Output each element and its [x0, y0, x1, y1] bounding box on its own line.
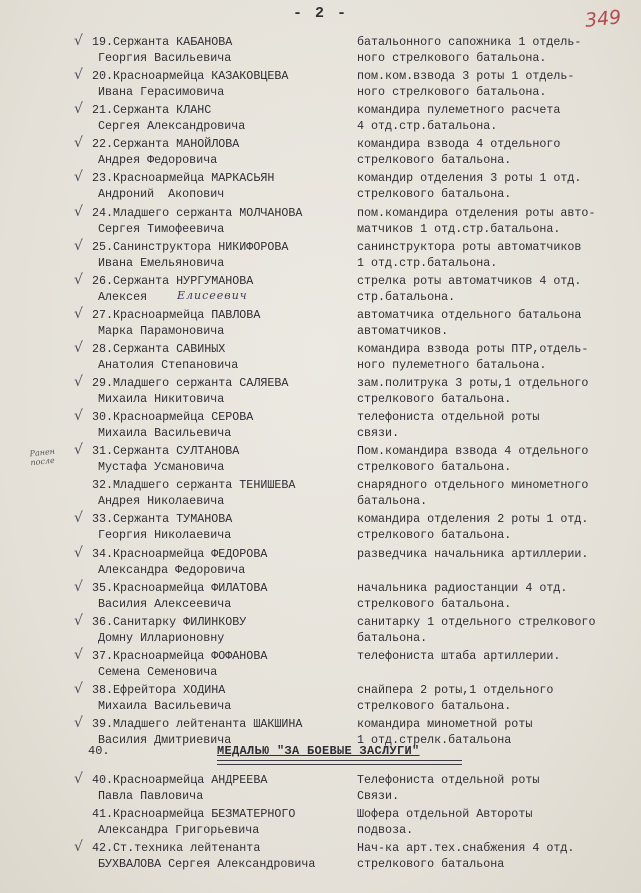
check-mark: √ [74, 578, 83, 595]
position-description [357, 546, 641, 578]
list-item [0, 136, 641, 168]
given-names: Александра Федоровича [98, 562, 246, 577]
position-line-2: ного стрелкового батальона. [357, 85, 547, 100]
section-header [0, 744, 641, 768]
position-line-1: пом.командира отделения роты авто- [357, 205, 596, 220]
rank-surname: Сержанта МАНОЙЛОВА [113, 137, 240, 152]
position-line-2: стрелкового батальона. [357, 187, 512, 202]
check-mark: √ [74, 646, 83, 663]
entry-number: 41. [92, 807, 114, 821]
recipient-name [92, 239, 288, 271]
position-description [357, 136, 641, 168]
given-names: Андрея Федоровича [98, 153, 218, 168]
position-line-1: санинструктора роты автоматчиков [357, 239, 582, 254]
list-item [0, 682, 641, 714]
list-item [0, 273, 641, 305]
position-line-2: стрелкового батальона. [357, 153, 512, 168]
position-description [357, 68, 641, 100]
position-line-1: зам.политрука 3 роты,1 отдельного [357, 376, 589, 390]
rank-surname: Красноармейца ФЕДОРОВА [113, 546, 268, 561]
list-item [0, 614, 641, 646]
check-mark: √ [74, 612, 83, 629]
check-mark: √ [74, 271, 83, 288]
section-double-rule [217, 760, 462, 765]
rank-surname: Ст.техника лейтенанта [113, 841, 261, 855]
position-description [357, 580, 641, 612]
recipient-name [92, 772, 267, 804]
given-names: Андроний Акопович [98, 187, 225, 202]
recipient-name [92, 68, 288, 100]
position-line-1: Нач-ка арт.тех.снабжения 4 отд. [357, 841, 575, 855]
given-names: Георгия Васильевича [98, 51, 232, 65]
list-item [0, 443, 641, 475]
section-title: МЕДАЛЬЮ "ЗА БОЕВЫЕ ЗАСЛУГИ" [217, 744, 420, 758]
recipient-name [92, 205, 302, 237]
position-line-2 [357, 664, 641, 680]
rank-surname: Младшего сержанта МОЛЧАНОВА [113, 205, 303, 220]
position-description [357, 375, 641, 407]
position-line-1: телефониста штаба артиллерии. [357, 648, 561, 663]
recipient-name [92, 614, 246, 646]
position-line-1: командира взвода роты ПТР,отдель- [357, 341, 589, 356]
rank-surname: Санинструктора НИКИФОРОВА [113, 239, 289, 254]
recipient-name [92, 341, 238, 373]
rank-surname: Санитарку ФИЛИНКОВУ [113, 614, 247, 629]
given-names: Ивана Емельяновича [98, 255, 225, 270]
check-mark: √ [74, 169, 83, 186]
position-line-2: 1 отд.стр.батальона. [357, 255, 498, 270]
given-names: Александра Григорьевича [98, 823, 260, 837]
list-item [0, 34, 641, 66]
entry-number: 31. [92, 444, 114, 459]
position-line-2: подвоза. [357, 823, 414, 837]
given-names: БУХВАЛОВА Сергея Александровича [98, 857, 316, 871]
entry-number: 19. [92, 35, 114, 49]
position-line-1: автоматчика отдельного батальона [357, 307, 582, 322]
entry-number: 32. [92, 478, 114, 493]
entry-number: 34. [92, 546, 114, 561]
position-line-2: связи. [357, 426, 400, 441]
rank-surname: Сержанта САВИНЫХ [113, 341, 226, 356]
position-line-2: ного пулеметного батальона. [357, 357, 547, 372]
position-line-2: стр.батальона. [357, 289, 456, 304]
recipient-name [92, 546, 267, 578]
position-description [357, 648, 641, 680]
list-item [0, 102, 641, 134]
position-line-2: стрелкового батальона. [357, 698, 512, 713]
entry-number: 38. [92, 682, 114, 697]
position-line-1: командира взвода 4 отдельного [357, 137, 561, 152]
position-line-1: телефониста отдельной роты [357, 410, 540, 425]
recipient-name [92, 682, 231, 714]
position-description [357, 443, 641, 475]
position-description [357, 102, 641, 134]
position-line-1: санитарку 1 отдельного стрелкового [357, 614, 596, 629]
check-mark: √ [74, 839, 83, 855]
recipient-name [92, 375, 288, 407]
position-description [357, 205, 641, 237]
list-item [0, 205, 641, 237]
check-mark: √ [74, 771, 83, 787]
position-line-1: разведчика начальника артиллерии. [357, 546, 589, 561]
position-description [357, 511, 641, 543]
archive-stamp-number: 349 [583, 6, 623, 32]
check-mark: √ [74, 237, 83, 254]
position-line-2: матчиков 1 отд.стр.батальона. [357, 221, 561, 236]
entry-number: 24. [92, 205, 114, 220]
entry-number: 35. [92, 580, 114, 595]
entry-number: 23. [92, 171, 114, 186]
position-description [357, 409, 641, 441]
given-names: Ивана Герасимовича [98, 85, 225, 100]
check-mark: √ [74, 680, 83, 697]
entry-number: 27. [92, 307, 114, 322]
position-line-2: 4 отд.стр.батальона. [357, 119, 498, 134]
rank-surname: Красноармейца СЕРОВА [113, 410, 254, 425]
position-line-1: Пом.командира взвода 4 отдельного [357, 444, 589, 459]
rank-surname: Младшего сержанта ТЕНИШЕВА [113, 478, 296, 493]
recipient-name [92, 409, 253, 441]
check-mark: √ [74, 135, 83, 152]
list-item [0, 409, 641, 441]
recipient-name [92, 443, 239, 475]
page-number: - 2 - [292, 5, 348, 22]
given-names: Василия Дмитриевича [98, 733, 232, 747]
position-line-1: снайпера 2 роты,1 отдельного [357, 682, 554, 697]
given-names: Марка Парамоновича [98, 323, 225, 338]
handwritten-patronymic: Елисеевич [177, 288, 248, 302]
position-description [357, 477, 641, 509]
list-item [0, 477, 641, 509]
position-description [357, 806, 641, 838]
position-line-2: стрелкового батальона. [357, 392, 512, 406]
entry-number: 37. [92, 648, 114, 663]
entry-number: 28. [92, 341, 114, 356]
check-mark: √ [74, 203, 83, 220]
position-description [357, 614, 641, 646]
recipient-name [92, 511, 232, 543]
list-item [0, 239, 641, 271]
entry-number: 36. [92, 614, 114, 629]
check-mark: √ [74, 67, 83, 84]
given-names: Михаила Васильевича [98, 426, 232, 441]
list-item [0, 307, 641, 339]
rank-surname: Младшего лейтенанта ШАКШИНА [113, 717, 303, 731]
recipient-name [92, 477, 295, 509]
entry-number: 40. [92, 773, 114, 787]
rank-surname: Красноармейца КАЗАКОВЦЕВА [113, 69, 289, 84]
rank-surname: Ефрейтора ХОДИНА [113, 682, 226, 697]
position-line-1: командира отделения 2 роты 1 отд. [357, 512, 589, 527]
recipient-name [92, 806, 295, 838]
check-mark: √ [74, 442, 83, 459]
position-line-1: стрелка роты автоматчиков 4 отд. [357, 273, 582, 288]
position-description [357, 239, 641, 271]
rank-surname: Сержанта НУРГУМАНОВА [113, 273, 254, 288]
position-line-2: Связи. [357, 789, 400, 803]
rank-surname: Младшего сержанта САЛЯЕВА [113, 376, 289, 390]
given-names: Сергея Тимофеевича [98, 221, 225, 236]
check-mark: √ [74, 339, 83, 356]
position-description [357, 840, 641, 872]
rank-surname: Красноармейца МАРКАСЬЯН [113, 171, 275, 186]
position-line-1: командира минометной роты [357, 717, 533, 731]
entry-number: 20. [92, 69, 114, 84]
given-names: Семена Семеновича [98, 664, 218, 679]
position-description [357, 170, 641, 202]
entry-number: 39. [92, 717, 114, 731]
given-names: Мустафа Усмановича [98, 460, 225, 475]
given-names: Павла Павловича [98, 789, 204, 803]
position-line-1: начальника радиостанции 4 отд. [357, 580, 568, 595]
position-line-1: снарядного отдельного минометного [357, 478, 589, 493]
entry-number: 30. [92, 410, 114, 425]
position-description [357, 273, 641, 305]
entry-number: 21. [92, 103, 114, 118]
list-item [0, 648, 641, 680]
list-item [0, 772, 641, 804]
position-description [357, 682, 641, 714]
position-line-1: командир отделения 3 роты 1 отд. [357, 171, 582, 186]
rank-surname: Красноармейца ФОФАНОВА [113, 648, 268, 663]
check-mark: √ [74, 510, 83, 527]
rank-surname: Сержанта ТУМАНОВА [113, 512, 233, 527]
rank-surname: Сержанта КЛАНС [113, 103, 212, 118]
entry-number: 29. [92, 376, 114, 390]
recipient-name [92, 102, 245, 134]
recipient-name [92, 580, 267, 612]
rank-surname: Красноармейца ПАВЛОВА [113, 307, 261, 322]
given-names: Сергея Александровича [98, 119, 246, 134]
position-description [357, 772, 641, 804]
rank-surname: Сержанта СУЛТАНОВА [113, 444, 240, 459]
recipient-name [92, 34, 232, 66]
given-names: Анатолия Степановича [98, 357, 239, 372]
check-mark: √ [74, 544, 83, 561]
rank-surname: Красноармейца ФИЛАТОВА [113, 580, 268, 595]
position-line-2: 1 отд.стрелк.батальона [357, 733, 512, 747]
check-mark: √ [74, 101, 83, 118]
list-item [0, 511, 641, 543]
recipient-name [92, 170, 274, 202]
entry-number: 33. [92, 512, 114, 527]
given-names: Домну Илларионовну [98, 630, 225, 645]
position-description [357, 341, 641, 373]
recipient-name [92, 840, 315, 872]
check-mark: √ [74, 408, 83, 425]
position-line-1: Телефониста отдельной роты [357, 773, 540, 787]
position-line-1: Шофера отдельной Автороты [357, 807, 533, 821]
list-item [0, 68, 641, 100]
position-description [357, 34, 641, 66]
position-description [357, 307, 641, 339]
entry-number: 42. [92, 841, 114, 855]
entry-number: 26. [92, 273, 114, 288]
rank-surname: Красноармейца АНДРЕЕВА [113, 773, 268, 787]
list-item [0, 341, 641, 373]
position-line-2: ного стрелкового батальона. [357, 51, 547, 65]
rank-surname: Сержанта КАБАНОВА [113, 35, 233, 49]
margin-note: Ранен после [29, 446, 56, 468]
given-names: Михаила Никитовича [98, 392, 225, 406]
check-mark: √ [74, 305, 83, 322]
rank-surname: Красноармейца БЕЗМАТЕРНОГО [113, 807, 296, 821]
position-line-2: батальона. [357, 630, 428, 645]
list-item [0, 546, 641, 578]
given-names: Алексея [98, 289, 148, 304]
list-item [0, 375, 641, 407]
position-line-2 [357, 562, 641, 578]
position-line-2: стрелкового батальона. [357, 460, 512, 475]
position-line-2: стрелкового батальона [357, 857, 505, 871]
position-line-2: автоматчиков. [357, 323, 449, 338]
given-names: Георгия Николаевича [98, 528, 232, 543]
entry-number: 25. [92, 239, 114, 254]
entry-number: 22. [92, 137, 114, 152]
check-mark: √ [74, 715, 83, 731]
section-number: 40. [88, 744, 110, 758]
position-line-2: стрелкового батальона. [357, 596, 512, 611]
list-item [0, 170, 641, 202]
check-mark: √ [74, 33, 83, 49]
given-names: Михаила Васильевича [98, 698, 232, 713]
list-item [0, 580, 641, 612]
recipient-name [92, 307, 260, 339]
position-line-1: батальонного сапожника 1 отдель- [357, 35, 582, 49]
position-line-1: пом.ком.взвода 3 роты 1 отдель- [357, 69, 575, 84]
given-names: Андрея Николаевича [98, 494, 225, 509]
recipient-name [92, 136, 239, 168]
position-line-2: стрелкового батальона. [357, 528, 512, 543]
list-item [0, 840, 641, 872]
given-names: Василия Алексеевича [98, 596, 232, 611]
list-item [0, 806, 641, 838]
position-line-2: батальона. [357, 494, 428, 509]
position-line-1: командира пулеметного расчета [357, 103, 561, 118]
check-mark: √ [74, 374, 83, 390]
recipient-name [92, 648, 267, 680]
